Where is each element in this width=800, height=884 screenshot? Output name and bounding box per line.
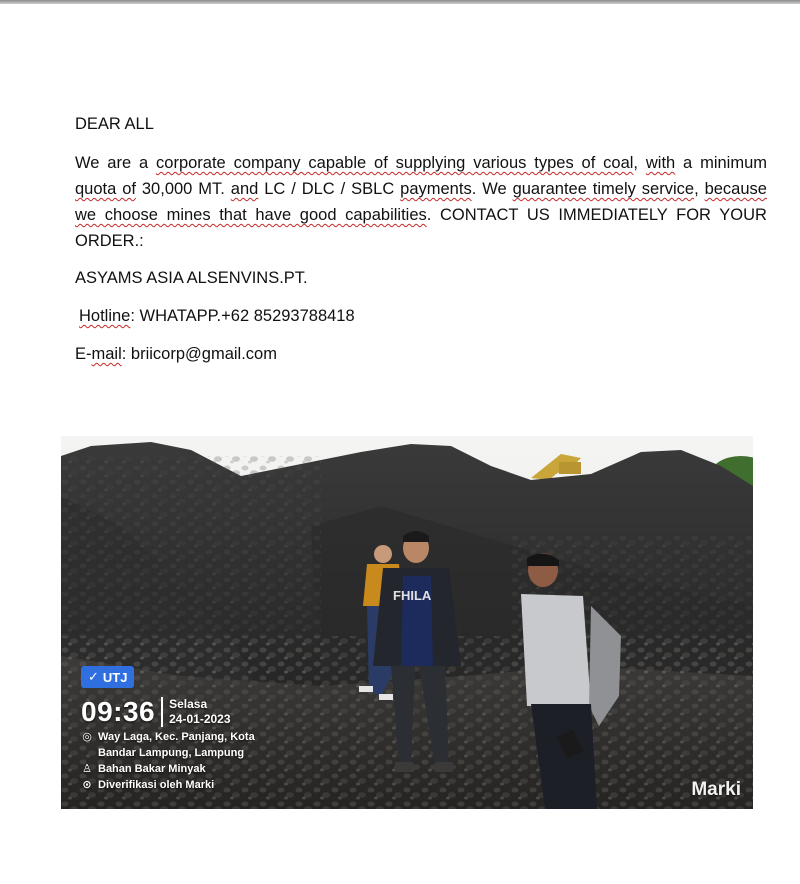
- hotline-value: : WHATAPP.+62 85293788418: [130, 307, 355, 325]
- location-line: [81, 730, 255, 744]
- marki-watermark: Marki: [691, 779, 741, 800]
- hotline-label: Hotline: [79, 307, 131, 325]
- spellcheck-run: and: [230, 180, 259, 198]
- coal-stockpile-photo: [61, 436, 753, 809]
- spellcheck-run: corporate company capable of supplying various types of coal: [156, 154, 634, 172]
- text-run: LC / DLC / SBLC: [258, 180, 401, 198]
- location-pin-icon: ◎: [82, 731, 92, 743]
- spellcheck-run: payments: [400, 180, 472, 198]
- utj-badge: [81, 666, 134, 688]
- email-value: : briicorp@gmail.com: [121, 345, 277, 363]
- body-paragraph: [75, 150, 767, 254]
- email-label-prefix: E-: [75, 345, 92, 363]
- spellcheck-run: quota of: [75, 180, 136, 198]
- divider: [161, 697, 163, 727]
- timestamp-overlay: [81, 666, 255, 792]
- verified-line: [81, 778, 255, 792]
- text-run: ,: [633, 154, 646, 172]
- date-block: [169, 697, 230, 727]
- email-label-mail: mail: [91, 345, 122, 363]
- letter-text: [75, 112, 767, 366]
- location-line-2: [81, 746, 255, 760]
- date: 24-01-2023: [169, 712, 231, 726]
- text-run: . CONTACT US IMMEDIATELY FOR YOUR ORDER.:: [75, 206, 767, 250]
- time: 09:36: [81, 696, 156, 727]
- spellcheck-run: because we choose mines that have good capabilities: [75, 180, 767, 224]
- utj-label: UTJ: [102, 669, 128, 685]
- day: Selasa: [169, 697, 208, 711]
- text-run: We are a: [75, 154, 157, 172]
- user-icon: ♙: [82, 763, 92, 775]
- check-icon: ✓: [88, 669, 99, 684]
- spellcheck-run: guarantee timely service: [512, 180, 695, 198]
- verified-text: Diverifikasi oleh Marki: [98, 779, 215, 791]
- text-run: ,: [694, 180, 705, 198]
- spellcheck-run: with: [645, 154, 676, 172]
- time-row: [81, 696, 255, 728]
- location-text-2: Bandar Lampung, Lampung: [98, 747, 245, 759]
- category-text: Bahan Bakar Minyak: [98, 763, 206, 775]
- category-line: [81, 762, 255, 776]
- top-border: [0, 0, 800, 4]
- company-name: ASYAMS ASIA ALSENVINS.PT.: [75, 269, 308, 287]
- text-run: a minimum: [675, 154, 767, 172]
- email: [75, 342, 767, 366]
- text-run: . We: [471, 180, 513, 198]
- text-run: 30,000 MT.: [135, 180, 231, 198]
- hotline: [75, 304, 767, 328]
- greeting: DEAR ALL: [75, 115, 154, 133]
- shirt-logo: FHILA: [393, 588, 432, 603]
- location-text-1: Way Laga, Kec. Panjang, Kota: [98, 731, 255, 743]
- verified-icon: ⊙: [82, 779, 92, 791]
